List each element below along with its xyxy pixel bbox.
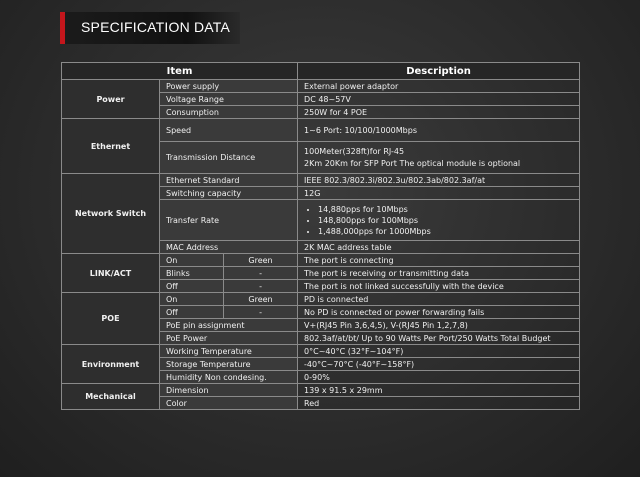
led-color: Green — [224, 293, 298, 306]
item-label: Dimension — [160, 384, 298, 397]
item-label: Transmission Distance — [160, 142, 298, 174]
item-label: Transfer Rate — [160, 200, 298, 241]
item-label: Speed — [160, 119, 298, 142]
led-color: - — [224, 280, 298, 293]
led-state: Off — [160, 306, 224, 319]
item-value: 1~6 Port: 10/100/1000Mbps — [298, 119, 580, 142]
item-value — [298, 142, 580, 174]
category-ethernet: Ethernet — [62, 119, 160, 174]
item-value: Red — [298, 397, 580, 410]
item-value: 139 x 91.5 x 29mm — [298, 384, 580, 397]
item-value: 2K MAC address table — [298, 241, 580, 254]
item-value: 0-90% — [298, 371, 580, 384]
led-color: - — [224, 267, 298, 280]
table-row — [62, 119, 580, 142]
item-label: MAC Address — [160, 241, 298, 254]
item-value: The port is connecting — [298, 254, 580, 267]
list-item: • 14,880pps for 10Mbps — [318, 204, 573, 215]
table-row — [62, 174, 580, 187]
item-label: Consumption — [160, 106, 298, 119]
item-value: The port is receiving or transmitting data — [298, 267, 580, 280]
item-label: Color — [160, 397, 298, 410]
item-value: No PD is connected or power forwarding fails — [298, 306, 580, 319]
led-color: Green — [224, 254, 298, 267]
item-label: Storage Temperature — [160, 358, 298, 371]
item-label: Working Temperature — [160, 345, 298, 358]
table-row — [62, 384, 580, 397]
category-link-act: LINK/ACT — [62, 254, 160, 293]
table-header-row — [62, 63, 580, 80]
item-value: IEEE 802.3/802.3i/802.3u/802.3ab/802.3af/at — [298, 174, 580, 187]
item-label: Switching capacity — [160, 187, 298, 200]
item-value: The port is not linked successfully with the device — [298, 280, 580, 293]
item-value: PD is connected — [298, 293, 580, 306]
item-value: DC 48~57V — [298, 93, 580, 106]
item-label: Power supply — [160, 80, 298, 93]
category-power: Power — [62, 80, 160, 119]
item-value: External power adaptor — [298, 80, 580, 93]
item-value: -40°C~70°C (-40°F~158°F) — [298, 358, 580, 371]
item-label: Humidity Non condesing. — [160, 371, 298, 384]
item-value — [298, 200, 580, 241]
led-state: Off — [160, 280, 224, 293]
item-label: PoE Power — [160, 332, 298, 345]
led-color: - — [224, 306, 298, 319]
header-item: Item — [62, 63, 298, 80]
item-value: 802.3af/at/bt/ Up to 90 Watts Per Port/250 Watts Total Budget — [298, 332, 580, 345]
item-label: PoE pin assignment — [160, 319, 298, 332]
title-banner — [60, 12, 240, 44]
category-environment: Environment — [62, 345, 160, 384]
category-poe: POE — [62, 293, 160, 345]
table-row — [62, 345, 580, 358]
table-row — [62, 293, 580, 306]
distance-line-1: 100Meter(328ft)for RJ-45 — [304, 146, 405, 156]
distance-line-2: 2Km 20Km for SFP Port The optical module is optional — [304, 158, 521, 168]
transfer-rate-list — [304, 204, 573, 237]
table-row — [62, 254, 580, 267]
list-item: • 148,800pps for 100Mbps — [318, 215, 573, 226]
item-value: 250W for 4 POE — [298, 106, 580, 119]
table-row — [62, 80, 580, 93]
category-mechanical: Mechanical — [62, 384, 160, 410]
led-state: On — [160, 254, 224, 267]
item-value: 12G — [298, 187, 580, 200]
page-title: SPECIFICATION DATA — [81, 19, 231, 35]
led-state: On — [160, 293, 224, 306]
list-item: • 1,488,000pps for 1000Mbps — [318, 226, 573, 237]
led-state: Blinks — [160, 267, 224, 280]
item-value: 0°C~40°C (32°F~104°F) — [298, 345, 580, 358]
item-value: V+(RJ45 Pin 3,6,4,5), V-(RJ45 Pin 1,2,7,8) — [298, 319, 580, 332]
header-description: Description — [298, 63, 580, 80]
specification-table — [61, 62, 580, 410]
item-label: Ethernet Standard — [160, 174, 298, 187]
item-label: Voltage Range — [160, 93, 298, 106]
category-network-switch: Network Switch — [62, 174, 160, 254]
